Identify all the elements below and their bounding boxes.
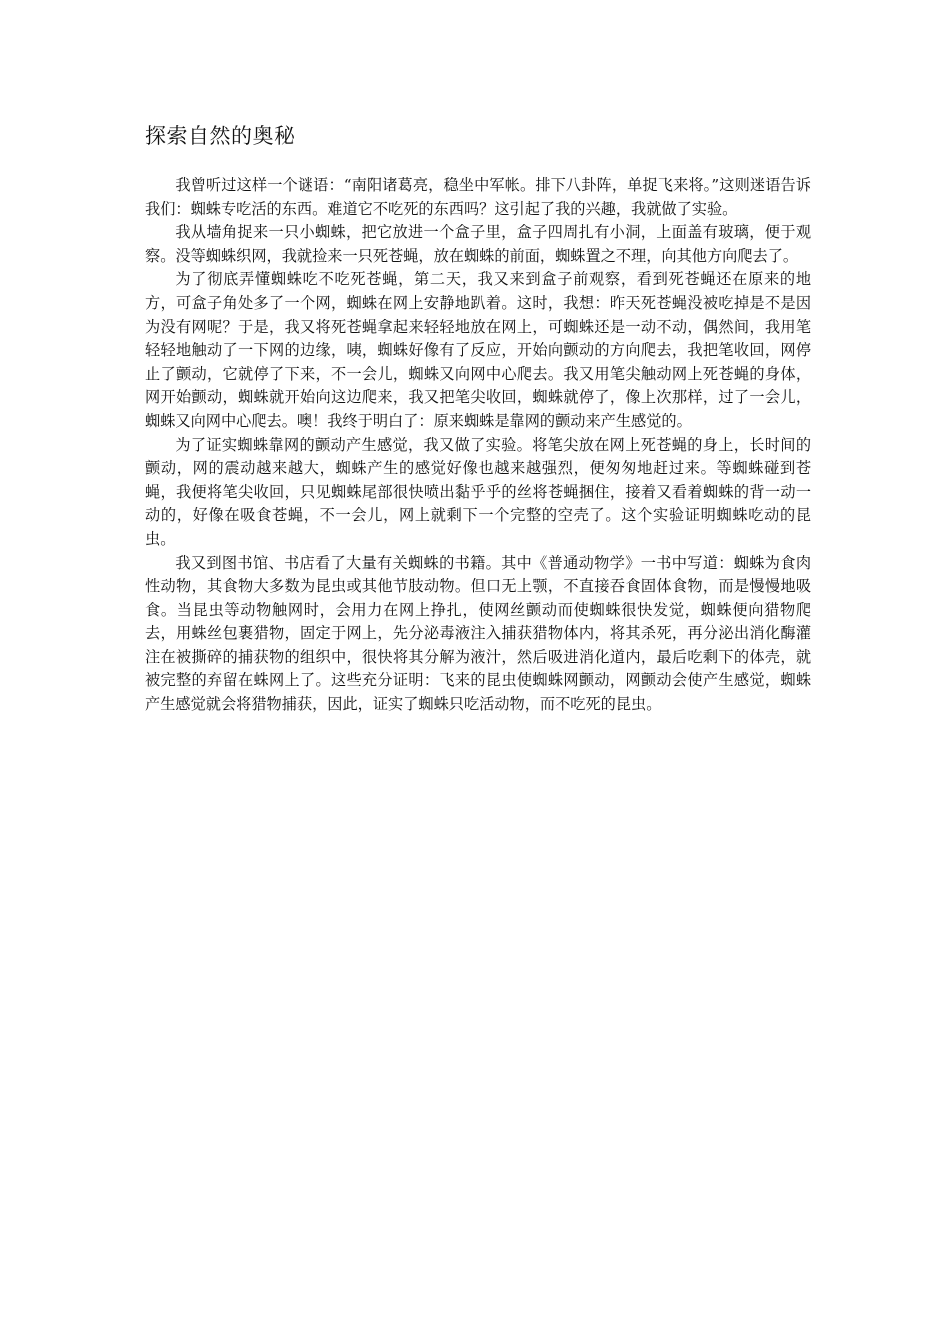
paragraph-3: 为了彻底弄懂蜘蛛吃不吃死苍蝇，第二天，我又来到盒子前观察，看到死苍蝇还在原来的地方，可盒子角处多了一个网，蜘蛛在网上安静地趴着。这时，我想：昨天死苍蝇没被吃掉是不是因为没有网呢？于是，我又将死苍蝇拿起来轻轻地放在网上，可蜘蛛还是一动不动，偶然间，我用笔轻轻地触动了一下网的边缘，咦，蜘蛛好像有了反应，开始向颤动的方向爬去，我把笔收回，网停止了颤动，它就停了下来，不一会儿，蜘蛛又向网中心爬去。我又用笔尖触动网上死苍蝇的身体，网开始颤动，蜘蛛就开始向这边爬来，我又把笔尖收回，蜘蛛就停了，像上次那样，过了一会儿，蜘蛛又向网中心爬去。噢！我终于明白了：原来蜘蛛是靠网的颤动来产生感觉的。 — [145, 270, 811, 430]
paragraph-2: 我从墙角捉来一只小蜘蛛，把它放进一个盒子里，盒子四周扎有小洞，上面盖有玻璃，便于观察。没等蜘蛛织网，我就捡来一只死苍蝇，放在蜘蛛的前面，蜘蛛置之不理，向其他方向爬去了。 — [145, 223, 811, 265]
page-title: 探索自然的奥秘 — [145, 124, 296, 148]
paragraph-4: 为了证实蜘蛛靠网的颤动产生感觉，我又做了实验。将笔尖放在网上死苍蝇的身上，长时间的颤动，网的震动越来越大，蜘蛛产生的感觉好像也越来越强烈，便匆匆地赶过来。等蜘蛛碰到苍蝇，我便将笔尖收回，只见蜘蛛尾部很快喷出黏乎乎的丝将苍蝇捆住，接着又看着蜘蛛的背一动一动的，好像在吸食苍蝇，不一会儿，网上就剩下一个完整的空壳了。这个实验证明蜘蛛吃动的昆虫。 — [145, 435, 811, 548]
paragraph-1: 我曾听过这样一个谜语：“南阳诸葛亮，稳坐中军帐。排下八卦阵，单捉飞来将。”这则迷语告诉我们：蜘蛛专吃活的东西。难道它不吃死的东西吗？这引起了我的兴趣，我就做了实验。 — [145, 176, 811, 218]
article-body — [145, 174, 811, 717]
paragraph-5: 我又到图书馆、书店看了大量有关蜘蛛的书籍。其中《普通动物学》一书中写道：蜘蛛为食肉性动物，其食物大多数为昆虫或其他节肢动物。但口无上颚，不直接吞食固体食物，而是慢慢地吸食。当昆虫等动物触网时，会用力在网上挣扎，使网丝颤动而使蜘蛛很快发觉，蜘蛛便向猎物爬去，用蛛丝包裹猎物，固定于网上，先分泌毒液注入捕获猎物体内，将其杀死，再分泌出消化酶灌注在被撕碎的捕获物的组织中，很快将其分解为液汁，然后吸进消化道内，最后吃剩下的体壳，就被完整的弃留在蛛网上了。这些充分证明：飞来的昆虫使蜘蛛网颤动，网颤动会使产生感觉，蜘蛛产生感觉就会将猎物捕获，因此，证实了蜘蛛只吃活动物，而不吃死的昆虫。 — [145, 553, 811, 714]
